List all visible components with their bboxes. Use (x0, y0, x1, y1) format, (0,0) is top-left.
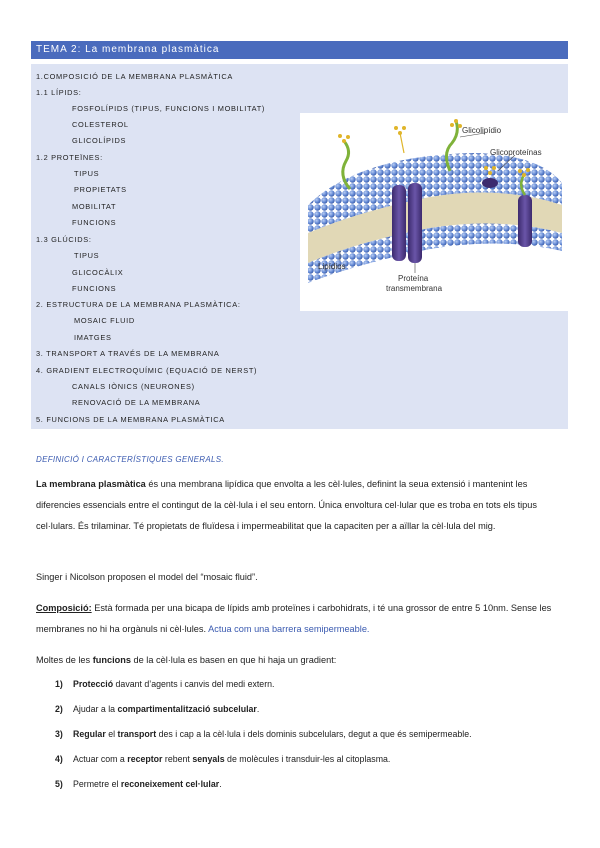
gradient-paragraph (36, 650, 562, 671)
semipermeable-note: Actua com una barrera semipermeable. (208, 624, 370, 634)
toc-item: FOSFOLÍPIDS (TIPUS, FUNCIONS I MOBILITAT) (72, 104, 266, 113)
toc-item: COLESTEROL (72, 120, 129, 129)
toc-item: MOSAIC FLUID (74, 316, 135, 325)
gradient-text-pre: Moltes de les (36, 655, 93, 665)
list-number: 4) (55, 754, 63, 764)
list-item-bold: reconeixement cel·lular (120, 779, 220, 789)
list-item (55, 779, 222, 789)
list-item-text: Permetre el (73, 779, 121, 789)
page-title-banner: TEMA 2: La membrana plasmàtica (31, 41, 568, 59)
model-paragraph: Singer i Nicolson proposen el model del “mosaic fluid”. (36, 572, 258, 582)
toc-item: 1.2 PROTEÏNES: (36, 153, 103, 162)
label-transmembrane-2: transmembrana (386, 284, 443, 293)
toc-item: PROPIETATS (74, 185, 127, 194)
list-item (55, 729, 472, 739)
toc-item: FUNCIONS (72, 218, 117, 227)
list-number: 5) (55, 779, 63, 789)
term-membrane: La membrana plasmàtica (36, 479, 146, 489)
toc-item: GLICOLÍPIDS (72, 136, 127, 145)
list-item-bold: senyals (192, 754, 225, 764)
label-transmembrane-1: Proteína (398, 274, 429, 283)
section-heading: DEFINICIÓ I CARACTERÍSTIQUES GENERALS. (36, 455, 224, 464)
composition-text: Està formada per una bicapa de lípids amb proteïnes i carbohidrats, i té una grossor de entre 5 10nm. Sense les membranes no hi ha orgànuls ni cèl·lules. (36, 603, 552, 634)
toc-item: 2. ESTRUCTURA DE LA MEMBRANA PLASMÀTICA: (36, 300, 241, 309)
toc-item: 1.COMPOSICIÓ DE LA MEMBRANA PLASMÀTICA (36, 72, 234, 81)
gradient-text-post: de la cèl·lula es basen en que hi haja un gradient: (130, 655, 337, 665)
list-item (55, 754, 390, 764)
list-item-bold: Regular (73, 729, 106, 739)
label-glycoproteins: Glicoproteínas (490, 148, 542, 157)
toc-item: IMATGES (74, 333, 112, 342)
composition-paragraph (36, 598, 562, 640)
toc-item: 4. GRADIENT ELECTROQUÍMIC (EQUACIÓ DE NERST) (36, 366, 258, 375)
toc-item: 1.3 GLÚCIDS: (36, 235, 92, 244)
list-number: 1) (55, 679, 63, 689)
list-item-bold: compartimentalització subcelular (117, 704, 257, 714)
toc-item: MOBILITAT (72, 202, 117, 211)
toc-item: 1.1 LÍPIDS: (36, 88, 82, 97)
list-item-text: de molècules i transduir-les al citoplasma. (224, 754, 391, 764)
list-item-text: des i cap a la cèl·lula i dels dominis subcelulars, degut a que és semipermeable. (156, 729, 472, 739)
membrane-diagram (300, 113, 568, 311)
composition-label: Composició: (36, 603, 92, 613)
label-lipids: Lipídios (318, 262, 346, 271)
list-number: 2) (55, 704, 63, 714)
list-item (55, 704, 259, 714)
gradient-text-bold: funcions (92, 655, 131, 665)
list-item-bold: transport (117, 729, 157, 739)
list-item-text: . (219, 779, 222, 789)
toc-item: CANALS IÒNICS (NEURONES) (72, 382, 195, 391)
list-number: 3) (55, 729, 63, 739)
toc-item: 3. TRANSPORT A TRAVÉS DE LA MEMBRANA (36, 349, 220, 358)
list-item-bold: receptor (127, 754, 163, 764)
list-item-text: Ajudar a la (73, 704, 118, 714)
toc-item: TIPUS (74, 251, 100, 260)
list-item-text: rebent (162, 754, 193, 764)
list-item-text: davant d’agents i canvis del medi extern. (113, 679, 275, 689)
toc-item: RENOVACIÓ DE LA MEMBRANA (72, 398, 201, 407)
toc-item: FUNCIONS (72, 284, 117, 293)
definition-paragraph (36, 474, 562, 537)
toc-item: TIPUS (74, 169, 100, 178)
list-item-text: . (256, 704, 260, 714)
toc-item: 5. FUNCIONS DE LA MEMBRANA PLASMÀTICA (36, 415, 225, 424)
list-item-text: el (105, 729, 118, 739)
label-glycolipid: Glicolipídio (462, 126, 502, 135)
definition-text: és una membrana lipídica que envolta a les cèl·lules, definint la seua extensió i mantenint les diferencies essencials entre el contingut de la cèl·lula i el seu entorn. Única envoltura cel·lular que es troba en tots els tipus cel·lulars. És trilaminar. Té propietats de fluïdesa i impermeabilitat que la capaciten per a aïllar la cèl·lula del mig. (36, 479, 537, 531)
list-item-bold: Protecció (73, 679, 114, 689)
list-item-text: Actuar com a (73, 754, 128, 764)
list-item (55, 679, 274, 689)
toc-item: GLICOCÀLIX (72, 268, 124, 277)
